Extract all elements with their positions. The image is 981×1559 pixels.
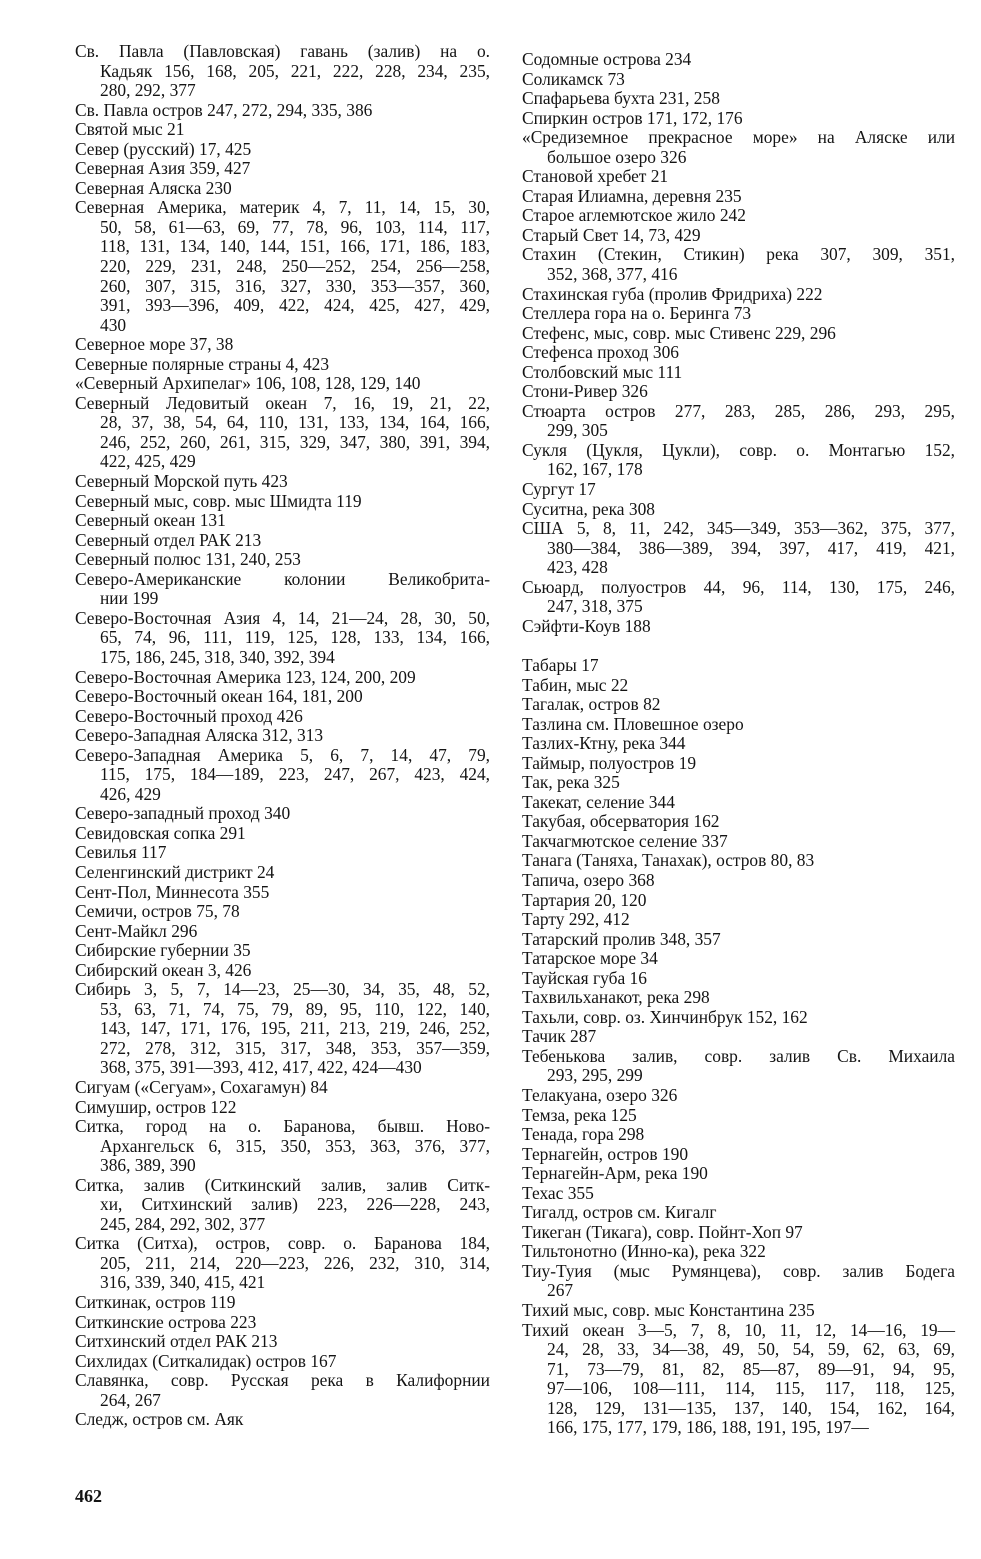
index-entry-continuation: 386, 389, 390: [100, 1155, 196, 1176]
index-entry: [522, 109, 955, 129]
index-entry: [75, 1371, 490, 1410]
index-entry-continuation: 50, 58, 61—63, 69, 77, 78, 96, 103, 114, 117,: [100, 216, 490, 237]
index-entry: [75, 511, 490, 531]
index-entry: [522, 285, 955, 305]
index-entry-continuation: 316, 339, 340, 415, 421: [100, 1272, 266, 1293]
index-entry-line: Стеллера гора на о. Беринга 73: [522, 303, 752, 324]
index-entry: [75, 941, 490, 961]
index-entry: [522, 519, 955, 578]
index-entry-continuation: 246, 252, 260, 261, 315, 329, 347, 380, 391, 394,: [100, 431, 490, 452]
index-entry-line: Тильтонотно (Инно-ка), река 322: [522, 1241, 766, 1262]
index-entry-continuation: 299, 305: [547, 420, 608, 441]
index-entry-line: Тернагейн-Арм, река 190: [522, 1163, 708, 1184]
index-entry-line: Сихлидах (Ситкалидак) остров 167: [75, 1350, 337, 1371]
index-entry-continuation: 426, 429: [100, 783, 161, 804]
index-entry-line: Тачик 287: [522, 1026, 597, 1047]
index-entry: [522, 441, 955, 480]
index-entry: [75, 1078, 490, 1098]
index-entry-continuation: 53, 63, 71, 74, 75, 79, 89, 95, 110, 122, 140,: [100, 998, 490, 1019]
index-entry: [75, 1313, 490, 1333]
index-entry-line: Старое аглемютское жило 242: [522, 205, 746, 226]
section-gap: [522, 636, 955, 656]
index-entry: [522, 50, 955, 70]
index-column-right: [522, 50, 955, 1438]
index-entry-continuation: 166, 175, 177, 179, 186, 188, 191, 195, 197—: [547, 1417, 869, 1438]
index-entry-continuation: 118, 131, 134, 140, 144, 151, 166, 171, 186, 183,: [100, 236, 490, 257]
index-entry: [522, 1223, 955, 1243]
index-entry: [522, 1164, 955, 1184]
index-entry: [75, 492, 490, 512]
index-entry-continuation: 260, 307, 315, 316, 327, 330, 353—357, 360,: [100, 275, 490, 296]
index-entry-continuation: 71, 73—79, 81, 82, 85—87, 89—91, 94, 95,: [547, 1358, 955, 1379]
index-entry-line: Тауйская губа 16: [522, 967, 647, 988]
index-entry: [522, 617, 955, 637]
index-entry-line: Тартария 20, 120: [522, 889, 647, 910]
index-entry-line: Табары 17: [522, 654, 599, 675]
index-entry-line: Тиу-Туия (мыс Румянцева), совр. залив Бодега: [522, 1260, 955, 1281]
index-entry: [75, 335, 490, 355]
index-entry: [75, 726, 490, 746]
index-entry: [75, 179, 490, 199]
index-entry-line: Соликамск 73: [522, 68, 625, 89]
page-number: 462: [75, 1486, 102, 1506]
index-entry-line: Северо-Американские колонии Великобрита-: [75, 568, 490, 589]
index-entry-line: Техас 355: [522, 1182, 594, 1203]
index-entry-continuation: хи, Ситхинский залив) 223, 226—228, 243,: [100, 1194, 490, 1215]
index-entry-line: Тернагейн, остров 190: [522, 1143, 689, 1164]
index-entry: [522, 754, 955, 774]
index-entry-line: Северо-западный проход 340: [75, 803, 291, 824]
index-entry-line: Табин, мыс 22: [522, 674, 629, 695]
index-entry-continuation: 245, 284, 292, 302, 377: [100, 1213, 266, 1234]
index-entry-continuation: 128, 129, 131—135, 137, 140, 154, 162, 164,: [547, 1397, 955, 1418]
index-entry-continuation: 115, 175, 184—189, 223, 247, 267, 423, 424,: [100, 764, 490, 785]
index-entry-line: Стефенс, мыс, совр. мыс Стивенс 229, 296: [522, 322, 836, 343]
index-entry-line: Так, река 325: [522, 772, 620, 793]
index-entry: [75, 1117, 490, 1176]
index-entry: [75, 843, 490, 863]
index-entry: [522, 851, 955, 871]
index-entry-line: Сибирский океан 3, 426: [75, 959, 252, 980]
index-entry: [522, 793, 955, 813]
index-entry-continuation: 293, 295, 299: [547, 1065, 643, 1086]
index-entry-continuation: 430: [100, 314, 127, 335]
index-entry-continuation: 423, 428: [547, 557, 608, 578]
index-entry: [75, 1410, 490, 1430]
index-entry-line: Содомные острова 234: [522, 49, 692, 69]
index-entry-line: Северо-Западная Америка 5, 6, 7, 14, 47, 79,: [75, 744, 490, 765]
index-entry-line: Семичи, остров 75, 78: [75, 901, 240, 922]
index-entry-line: Севидовская сопка 291: [75, 822, 246, 843]
index-entry-line: Темза, река 125: [522, 1104, 637, 1125]
index-entry-line: Тикеган (Тикага), совр. Пойнт-Хоп 97: [522, 1221, 803, 1242]
index-entry: [522, 480, 955, 500]
index-entry: [75, 609, 490, 668]
index-entry: [522, 343, 955, 363]
index-entry: [522, 167, 955, 187]
index-entry-continuation: большое озеро 326: [547, 146, 687, 167]
index-entry: [75, 1176, 490, 1235]
index-entry-continuation: 272, 278, 312, 315, 317, 348, 353, 357—359,: [100, 1037, 490, 1058]
index-entry-continuation: 264, 267: [100, 1389, 161, 1410]
index-entry: [75, 140, 490, 160]
index-entry: [522, 832, 955, 852]
index-entry: [75, 961, 490, 981]
index-entry-line: Северный мыс, совр. мыс Шмидта 119: [75, 490, 362, 511]
index-entry-line: Тапича, озеро 368: [522, 869, 655, 890]
index-entry-line: Север (русский) 17, 425: [75, 138, 252, 159]
index-entry: [75, 570, 490, 609]
index-entry-line: Северо-Восточная Азия 4, 14, 21—24, 28, 30, 50,: [75, 607, 490, 628]
index-entry: [522, 1008, 955, 1028]
index-entry: [75, 394, 490, 472]
index-entry-continuation: 247, 318, 375: [547, 596, 643, 617]
index-column-left: [75, 42, 490, 1430]
index-entry: [522, 715, 955, 735]
index-entry: [522, 676, 955, 696]
index-entry: [75, 1293, 490, 1313]
index-entry: [522, 988, 955, 1008]
index-entry-line: Северная Америка, материк 4, 7, 11, 14, 15, 30,: [75, 197, 490, 218]
index-entry: [75, 550, 490, 570]
index-entry-line: Северо-Восточный океан 164, 181, 200: [75, 686, 363, 707]
index-entry: [75, 980, 490, 1078]
index-entry: [75, 824, 490, 844]
index-entry-line: США 5, 8, 11, 242, 345—349, 353—362, 375, 377,: [522, 518, 955, 539]
index-entry-line: Тазлина см. Пловешное озеро: [522, 713, 744, 734]
index-entry: [522, 930, 955, 950]
index-entry-line: Симушир, остров 122: [75, 1096, 237, 1117]
index-entry-line: Тебенькова залив, совр. залив Св. Михаила: [522, 1045, 955, 1066]
index-entry-line: Северное море 37, 38: [75, 334, 234, 355]
index-entry: [75, 746, 490, 805]
index-entry-line: Северный Ледовитый океан 7, 16, 19, 21, 22,: [75, 392, 490, 413]
index-entry-continuation: 267: [547, 1280, 574, 1301]
index-entry-line: Старый Свет 14, 73, 429: [522, 224, 701, 245]
index-entry: [75, 198, 490, 335]
index-entry: [75, 374, 490, 394]
index-entry-continuation: 24, 28, 33, 34—38, 49, 50, 54, 59, 62, 63, 69,: [547, 1339, 955, 1360]
index-entry-line: Ситка (Ситха), остров, совр. о. Баранова 184,: [75, 1233, 490, 1254]
index-entry: [75, 159, 490, 179]
index-entry-continuation: 28, 37, 38, 54, 64, 110, 131, 133, 134, 164, 166,: [100, 412, 490, 433]
index-entry-line: Стахин (Стекин, Стикин) река 307, 309, 351,: [522, 244, 955, 265]
index-entry-continuation: Кадьяк 156, 168, 205, 221, 222, 228, 234, 235,: [100, 60, 490, 81]
index-entry-line: Спиркин остров 171, 172, 176: [522, 107, 743, 128]
index-entry: [75, 472, 490, 492]
index-entry-continuation: Архангельск 6, 315, 350, 353, 363, 376, 377,: [100, 1135, 490, 1156]
index-entry-line: Ситхинский отдел РАК 213: [75, 1331, 278, 1352]
index-entry: [522, 1242, 955, 1262]
index-entry-line: Такубая, обсерватория 162: [522, 811, 720, 832]
index-entry-continuation: 205, 211, 214, 220—223, 226, 232, 310, 314,: [100, 1252, 490, 1273]
index-entry-continuation: 391, 393—396, 409, 422, 424, 425, 427, 429,: [100, 295, 490, 316]
index-entry-line: Татарский пролив 348, 357: [522, 928, 721, 949]
index-entry-line: Северо-Восточная Америка 123, 124, 200, 209: [75, 666, 416, 687]
index-entry-line: Ситкинские острова 223: [75, 1311, 257, 1332]
index-entry-line: Такчагмютское селение 337: [522, 830, 728, 851]
index-entry-line: Северо-Восточный проход 426: [75, 705, 303, 726]
index-entry-line: Тенада, гора 298: [522, 1124, 645, 1145]
index-entry-line: Сент-Майкл 296: [75, 920, 198, 941]
index-entry: [522, 1125, 955, 1145]
index-entry: [522, 1106, 955, 1126]
index-entry: [522, 949, 955, 969]
index-entry: [522, 128, 955, 167]
index-entry: [75, 355, 490, 375]
index-entry-line: Северный океан 131: [75, 510, 226, 531]
index-entry-line: «Средиземное прекрасное море» на Аляске или: [522, 127, 955, 148]
index-entry-line: Св. Павла остров 247, 272, 294, 335, 386: [75, 99, 373, 120]
index-entry-line: Татарское море 34: [522, 948, 658, 969]
index-entry-line: Старая Илиамна, деревня 235: [522, 185, 742, 206]
index-entry: [522, 1301, 955, 1321]
index-entry-line: Тахьли, совр. оз. Хинчинбрук 152, 162: [522, 1006, 808, 1027]
index-entry-line: Стюарта остров 277, 283, 285, 286, 293, 295,: [522, 400, 955, 421]
index-entry-line: Ситка, залив (Ситкинский залив, залив Ситк-: [75, 1174, 490, 1195]
index-entry-line: Сукля (Цукля, Цукли), совр. о. Монтагью 152,: [522, 439, 955, 460]
index-entry: [75, 531, 490, 551]
index-entry: [522, 656, 955, 676]
index-entry: [75, 42, 490, 101]
index-entry: [75, 707, 490, 727]
index-entry-line: Сибирские губернии 35: [75, 940, 251, 961]
index-entry-continuation: 220, 229, 231, 248, 250—252, 254, 256—258,: [100, 256, 490, 277]
index-entry: [522, 363, 955, 383]
index-entry-line: Тазлих-Ктну, река 344: [522, 733, 686, 754]
index-entry: [522, 89, 955, 109]
index-entry-line: Северная Азия 359, 427: [75, 158, 251, 179]
index-entry-continuation: 97—106, 108—111, 114, 115, 117, 118, 125,: [547, 1378, 955, 1399]
index-entry: [522, 871, 955, 891]
index-entry: [75, 120, 490, 140]
index-entry: [75, 668, 490, 688]
index-entry-line: Такекат, селение 344: [522, 791, 675, 812]
index-entry-continuation: 380—384, 386—389, 394, 397, 417, 419, 421,: [547, 537, 955, 558]
index-entry-line: Северный Морской путь 423: [75, 471, 288, 492]
index-entry: [75, 902, 490, 922]
index-entry-continuation: 352, 368, 377, 416: [547, 264, 678, 285]
index-entry-line: Тагалак, остров 82: [522, 694, 661, 715]
index-entry: [522, 812, 955, 832]
index-entry: [75, 1352, 490, 1372]
index-entry: [522, 734, 955, 754]
index-entry-continuation: 422, 425, 429: [100, 451, 196, 472]
index-entry-line: Северный полюс 131, 240, 253: [75, 549, 301, 570]
index-entry: [522, 969, 955, 989]
index-entry-continuation: 65, 74, 96, 111, 119, 125, 128, 133, 134, 166,: [100, 627, 490, 648]
index-entry: [522, 382, 955, 402]
index-entry: [522, 245, 955, 284]
index-entry: [522, 910, 955, 930]
index-entry: [522, 1321, 955, 1438]
index-entry: [75, 922, 490, 942]
index-entry: [522, 304, 955, 324]
index-entry-line: Спафарьева бухта 231, 258: [522, 88, 720, 109]
index-entry-line: Столбовский мыс 111: [522, 361, 683, 382]
index-entry-line: Сигуам («Сегуам», Сохагамун) 84: [75, 1076, 328, 1097]
index-entry: [522, 187, 955, 207]
index-entry-line: Северная Аляска 230: [75, 177, 232, 198]
index-entry-line: Сьюард, полуостров 44, 96, 114, 130, 175, 246,: [522, 576, 955, 597]
index-entry: [522, 578, 955, 617]
index-entry-line: Танага (Таняха, Танахак), остров 80, 83: [522, 850, 815, 871]
index-entry-line: Сибирь 3, 5, 7, 14—23, 25—30, 34, 35, 48, 52,: [75, 979, 490, 1000]
index-entry-line: Тигалд, остров см. Кигалг: [522, 1202, 717, 1223]
index-entry: [522, 1145, 955, 1165]
index-entry: [522, 226, 955, 246]
index-entry: [522, 1027, 955, 1047]
index-entry: [522, 773, 955, 793]
index-entry: [75, 101, 490, 121]
index-entry: [522, 1184, 955, 1204]
index-entry: [522, 1086, 955, 1106]
index-entry-line: Тахвильханакот, река 298: [522, 987, 710, 1008]
index-entry-line: Суситна, река 308: [522, 498, 655, 519]
index-entry-line: Славянка, совр. Русская река в Калифорнии: [75, 1370, 490, 1391]
index-entry: [75, 804, 490, 824]
index-entry-continuation: 143, 147, 171, 176, 195, 211, 213, 219, 246, 252,: [100, 1018, 490, 1039]
index-entry-line: Сент-Пол, Миннесота 355: [75, 881, 270, 902]
index-entry-line: Селенгинский дистрикт 24: [75, 861, 275, 882]
index-entry-line: Севилья 117: [75, 842, 167, 863]
index-entry-line: Святой мыс 21: [75, 119, 185, 140]
index-entry: [522, 70, 955, 90]
index-entry-continuation: 175, 186, 245, 318, 340, 392, 394: [100, 646, 335, 667]
index-entry-line: Св. Павла (Павловская) гавань (залив) на о.: [75, 41, 490, 61]
index-entry-line: Северные полярные страны 4, 423: [75, 353, 330, 374]
index-entry: [522, 324, 955, 344]
index-entry-line: Тихий океан 3—5, 7, 8, 10, 11, 12, 14—16, 19—: [522, 1319, 955, 1340]
index-entry-continuation: 368, 375, 391—393, 412, 417, 422, 424—430: [100, 1057, 422, 1078]
index-entry-continuation: 162, 167, 178: [547, 459, 643, 480]
index-entry: [75, 1234, 490, 1293]
index-entry: [522, 1262, 955, 1301]
index-entry-line: Стони-Ривер 326: [522, 381, 648, 402]
index-entry-line: Сэйфти-Коув 188: [522, 615, 651, 636]
index-entry: [522, 500, 955, 520]
index-entry-line: Тихий мыс, совр. мыс Константина 235: [522, 1300, 815, 1320]
index-entry-line: Телакуана, озеро 326: [522, 1084, 678, 1105]
index-entry-line: Тарту 292, 412: [522, 909, 630, 930]
index-entry-line: Ситка, город на о. Баранова, бывш. Ново-: [75, 1116, 490, 1137]
index-entry: [522, 695, 955, 715]
index-entry: [522, 206, 955, 226]
index-entry: [75, 687, 490, 707]
index-entry-line: Стефенса проход 306: [522, 342, 679, 363]
index-entry-line: «Северный Архипелаг» 106, 108, 128, 129, 140: [75, 373, 421, 394]
index-entry-line: Становой хребет 21: [522, 166, 669, 187]
index-entry: [522, 1203, 955, 1223]
index-entry: [75, 883, 490, 903]
index-entry: [75, 1098, 490, 1118]
index-entry-continuation: 280, 292, 377: [100, 80, 196, 101]
index-entry: [75, 1332, 490, 1352]
index-entry: [75, 863, 490, 883]
index-entry-line: Северный отдел РАК 213: [75, 529, 262, 550]
index-entry-line: Стахинская губа (пролив Фридриха) 222: [522, 283, 823, 304]
index-entry-continuation: нии 199: [100, 588, 159, 609]
index-entry-line: Северо-Западная Аляска 312, 313: [75, 725, 324, 746]
index-entry-line: Сургут 17: [522, 479, 596, 500]
index-entry: [522, 891, 955, 911]
index-entry: [522, 1047, 955, 1086]
index-entry-line: Таймыр, полуостров 19: [522, 752, 697, 773]
index-entry-line: Следж, остров см. Аяк: [75, 1409, 244, 1430]
index-entry-line: Ситкинак, остров 119: [75, 1292, 236, 1312]
index-entry: [522, 402, 955, 441]
